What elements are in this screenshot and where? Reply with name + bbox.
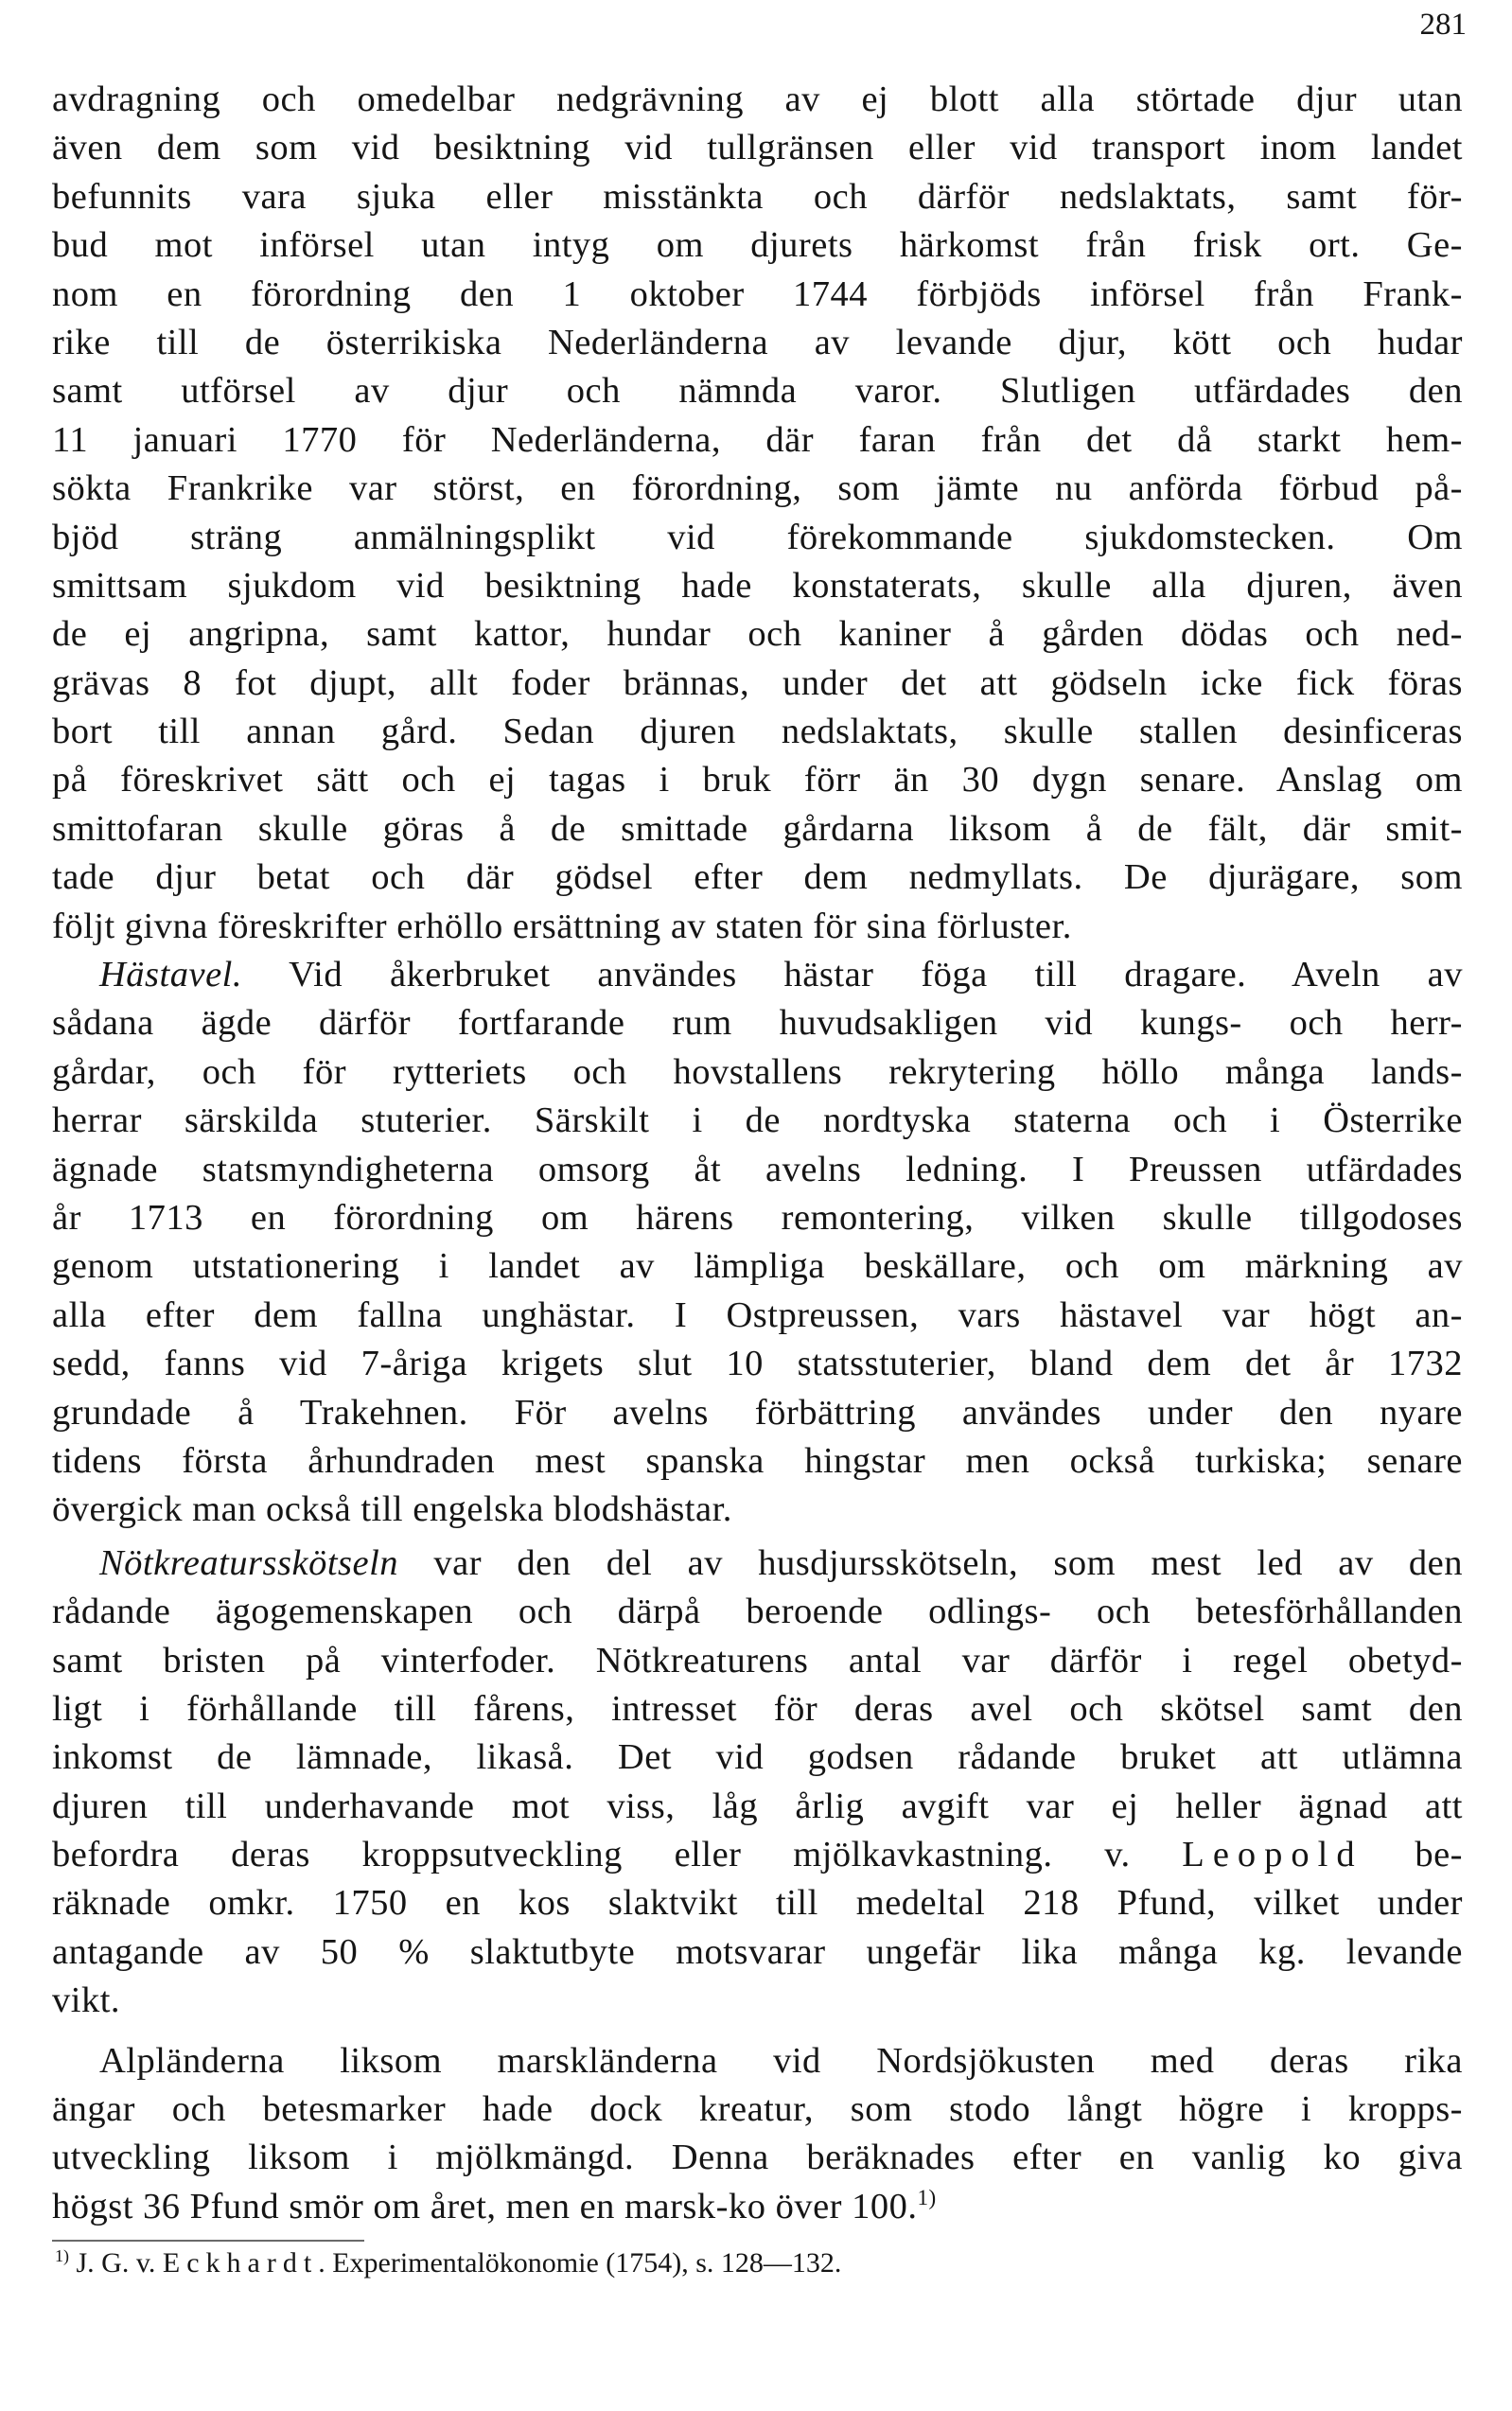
text-line: rådande ägogemenskapen och därpå beroende odlings- och betesförhållanden	[52, 1592, 1463, 1632]
text-line: Alpländerna liksom marskländerna vid Nordsjökusten med deras rika	[99, 2040, 1463, 2081]
text-line: ängar och betesmarker hade dock kreatur, som stodo långt högre i kropps-	[52, 2089, 1463, 2130]
text-line: tade djur betat och där gödsel efter dem nedmyllats. De djurägare, som	[52, 857, 1463, 898]
text-line: djuren till underhavande mot viss, låg årlig avgift var ej heller ägnad att	[52, 1786, 1463, 1826]
text-line-content: befordra deras kroppsutveckling eller mjölkavkastning. v.	[52, 1835, 1183, 1875]
text-line-content: be-	[1363, 1835, 1463, 1875]
text-line: befunnits vara sjuka eller misstänkta och därför nedslaktats, samt för-	[52, 176, 1463, 217]
text-line: räknade omkr. 1750 en kos slaktvikt till medeltal 218 Pfund, vilket under	[52, 1883, 1463, 1924]
footnote-marker: 1)	[55, 2246, 69, 2265]
text-line: grundade å Trakehnen. För avelns förbättring användes under den nyare	[52, 1392, 1463, 1433]
text-line: även dem som vid besiktning vid tullgränsen eller vid transport inom landet	[52, 128, 1463, 168]
text-line-content: var den del av husdjursskötseln, som mest led av den	[398, 1542, 1463, 1583]
text-line: inkomst de lämnade, likaså. Det vid godsen rådande bruket att utlämna	[52, 1737, 1463, 1778]
text-line: vikt.	[52, 1980, 121, 2021]
text-line: sådana ägde därför fortfarande rum huvudsakligen vid kungs- och herr-	[52, 1003, 1463, 1044]
footnote-divider	[52, 2240, 364, 2242]
paragraph-notkreatur	[52, 1540, 1463, 2026]
text-line: bort till annan gård. Sedan djuren nedslaktats, skulle stallen desinficeras	[52, 712, 1463, 752]
author-name-leopold: Leopold	[1182, 1835, 1363, 1875]
text-line: tidens första århundraden mest spanska hingstar men också turkiska; senare	[52, 1440, 1463, 1481]
text-line: samt bristen på vinterfoder. Nötkreaturens antal var därför i regel obetyd-	[52, 1640, 1463, 1681]
footnote-citation: . Experimentalökonomie (1754), s. 128—132.	[318, 2247, 842, 2279]
paragraph-hastavel	[52, 951, 1463, 1535]
footnote-reference[interactable]: 1)	[917, 2184, 937, 2209]
text-line: de ej angripna, samt kattor, hundar och kaniner å gården dödas och ned-	[52, 614, 1463, 655]
text-line: smittofaran skulle göras å de smittade gårdarna liksom å de fält, där smit-	[52, 808, 1463, 849]
text-line: alla efter dem fallna unghästar. I Ostpreussen, vars hästavel var högt an-	[52, 1294, 1463, 1335]
footnote-author-prefix: J. G. v.	[76, 2247, 156, 2279]
section-heading-notkreatur: Nötkreatursskötseln	[99, 1542, 399, 1583]
text-line: avdragning och omedelbar nedgrävning av ej blott alla störtade djur utan	[52, 79, 1463, 119]
page-number: 281	[1419, 8, 1467, 42]
text-line: år 1713 en förordning om härens remontering, vilken skulle tillgodoses	[52, 1197, 1463, 1238]
text-line: övergick man också till engelska blodshästar.	[52, 1489, 732, 1530]
text-line: smittsam sjukdom vid besiktning hade konstaterats, skulle alla djuren, även	[52, 565, 1463, 606]
section-heading-hastavel: Hästavel.	[99, 955, 242, 995]
text-line: antagande av 50 % slaktutbyte motsvarar ungefär lika många kg. levande	[52, 1931, 1463, 1972]
footnote	[55, 2244, 841, 2282]
text-line	[52, 951, 1463, 999]
text-line: gårdar, och för rytteriets och hovstallens rekrytering höllo många lands-	[52, 1051, 1463, 1092]
body-text	[52, 76, 1463, 2231]
text-line	[52, 1540, 1463, 1588]
text-line: sedd, fanns vid 7-åriga krigets slut 10 statsstuterier, bland dem det år 1732	[52, 1344, 1463, 1384]
paragraph-alplanderna	[52, 2037, 1463, 2232]
text-line: 11 januari 1770 för Nederländerna, där faran från det då starkt hem-	[52, 419, 1463, 460]
text-line: bjöd sträng anmälningsplikt vid förekommande sjukdomstecken. Om	[52, 517, 1463, 557]
text-line-content: Vid åkerbruket användes hästar föga till dragare. Aveln av	[241, 955, 1463, 995]
text-line: genom utstationering i landet av lämpliga beskällare, och om märkning av	[52, 1246, 1463, 1287]
text-line: ägnade statsmyndigheterna omsorg åt avelns ledning. I Preussen utfärdades	[52, 1149, 1463, 1189]
text-line	[52, 2183, 1463, 2231]
footnote-author-name: Eckhardt	[162, 2247, 319, 2279]
text-line: samt utförsel av djur och nämnda varor. Slutligen utfärdades den	[52, 371, 1463, 412]
text-line	[52, 1831, 1463, 1879]
text-line: följt givna föreskrifter erhöllo ersättning av staten för sina förluster.	[52, 906, 1072, 946]
text-line: ligt i förhållande till fårens, intresset för deras avel och skötsel samt den	[52, 1688, 1463, 1729]
text-line: herrar särskilda stuterier. Särskilt i de nordtyska staterna och i Österrike	[52, 1100, 1463, 1141]
text-line-content: högst 36 Pfund smör om året, men en marsk-ko över 100.	[52, 2186, 918, 2226]
text-line: sökta Frankrike var störst, en förordning, som jämte nu anförda förbud på-	[52, 468, 1463, 509]
text-line: rike till de österrikiska Nederländerna av levande djur, kött och hudar	[52, 322, 1463, 362]
text-line: bud mot införsel utan intyg om djurets härkomst från frisk ort. Ge-	[52, 225, 1463, 266]
paragraph-1	[52, 76, 1463, 951]
text-line: på föreskrivet sätt och ej tagas i bruk förr än 30 dygn senare. Anslag om	[52, 760, 1463, 801]
text-line: grävas 8 fot djupt, allt foder brännas, under det att gödseln icke fick föras	[52, 662, 1463, 703]
text-line: utveckling liksom i mjölkmängd. Denna beräknades efter en vanlig ko giva	[52, 2138, 1463, 2178]
text-line: nom en förordning den 1 oktober 1744 förbjöds införsel från Frank-	[52, 273, 1463, 314]
